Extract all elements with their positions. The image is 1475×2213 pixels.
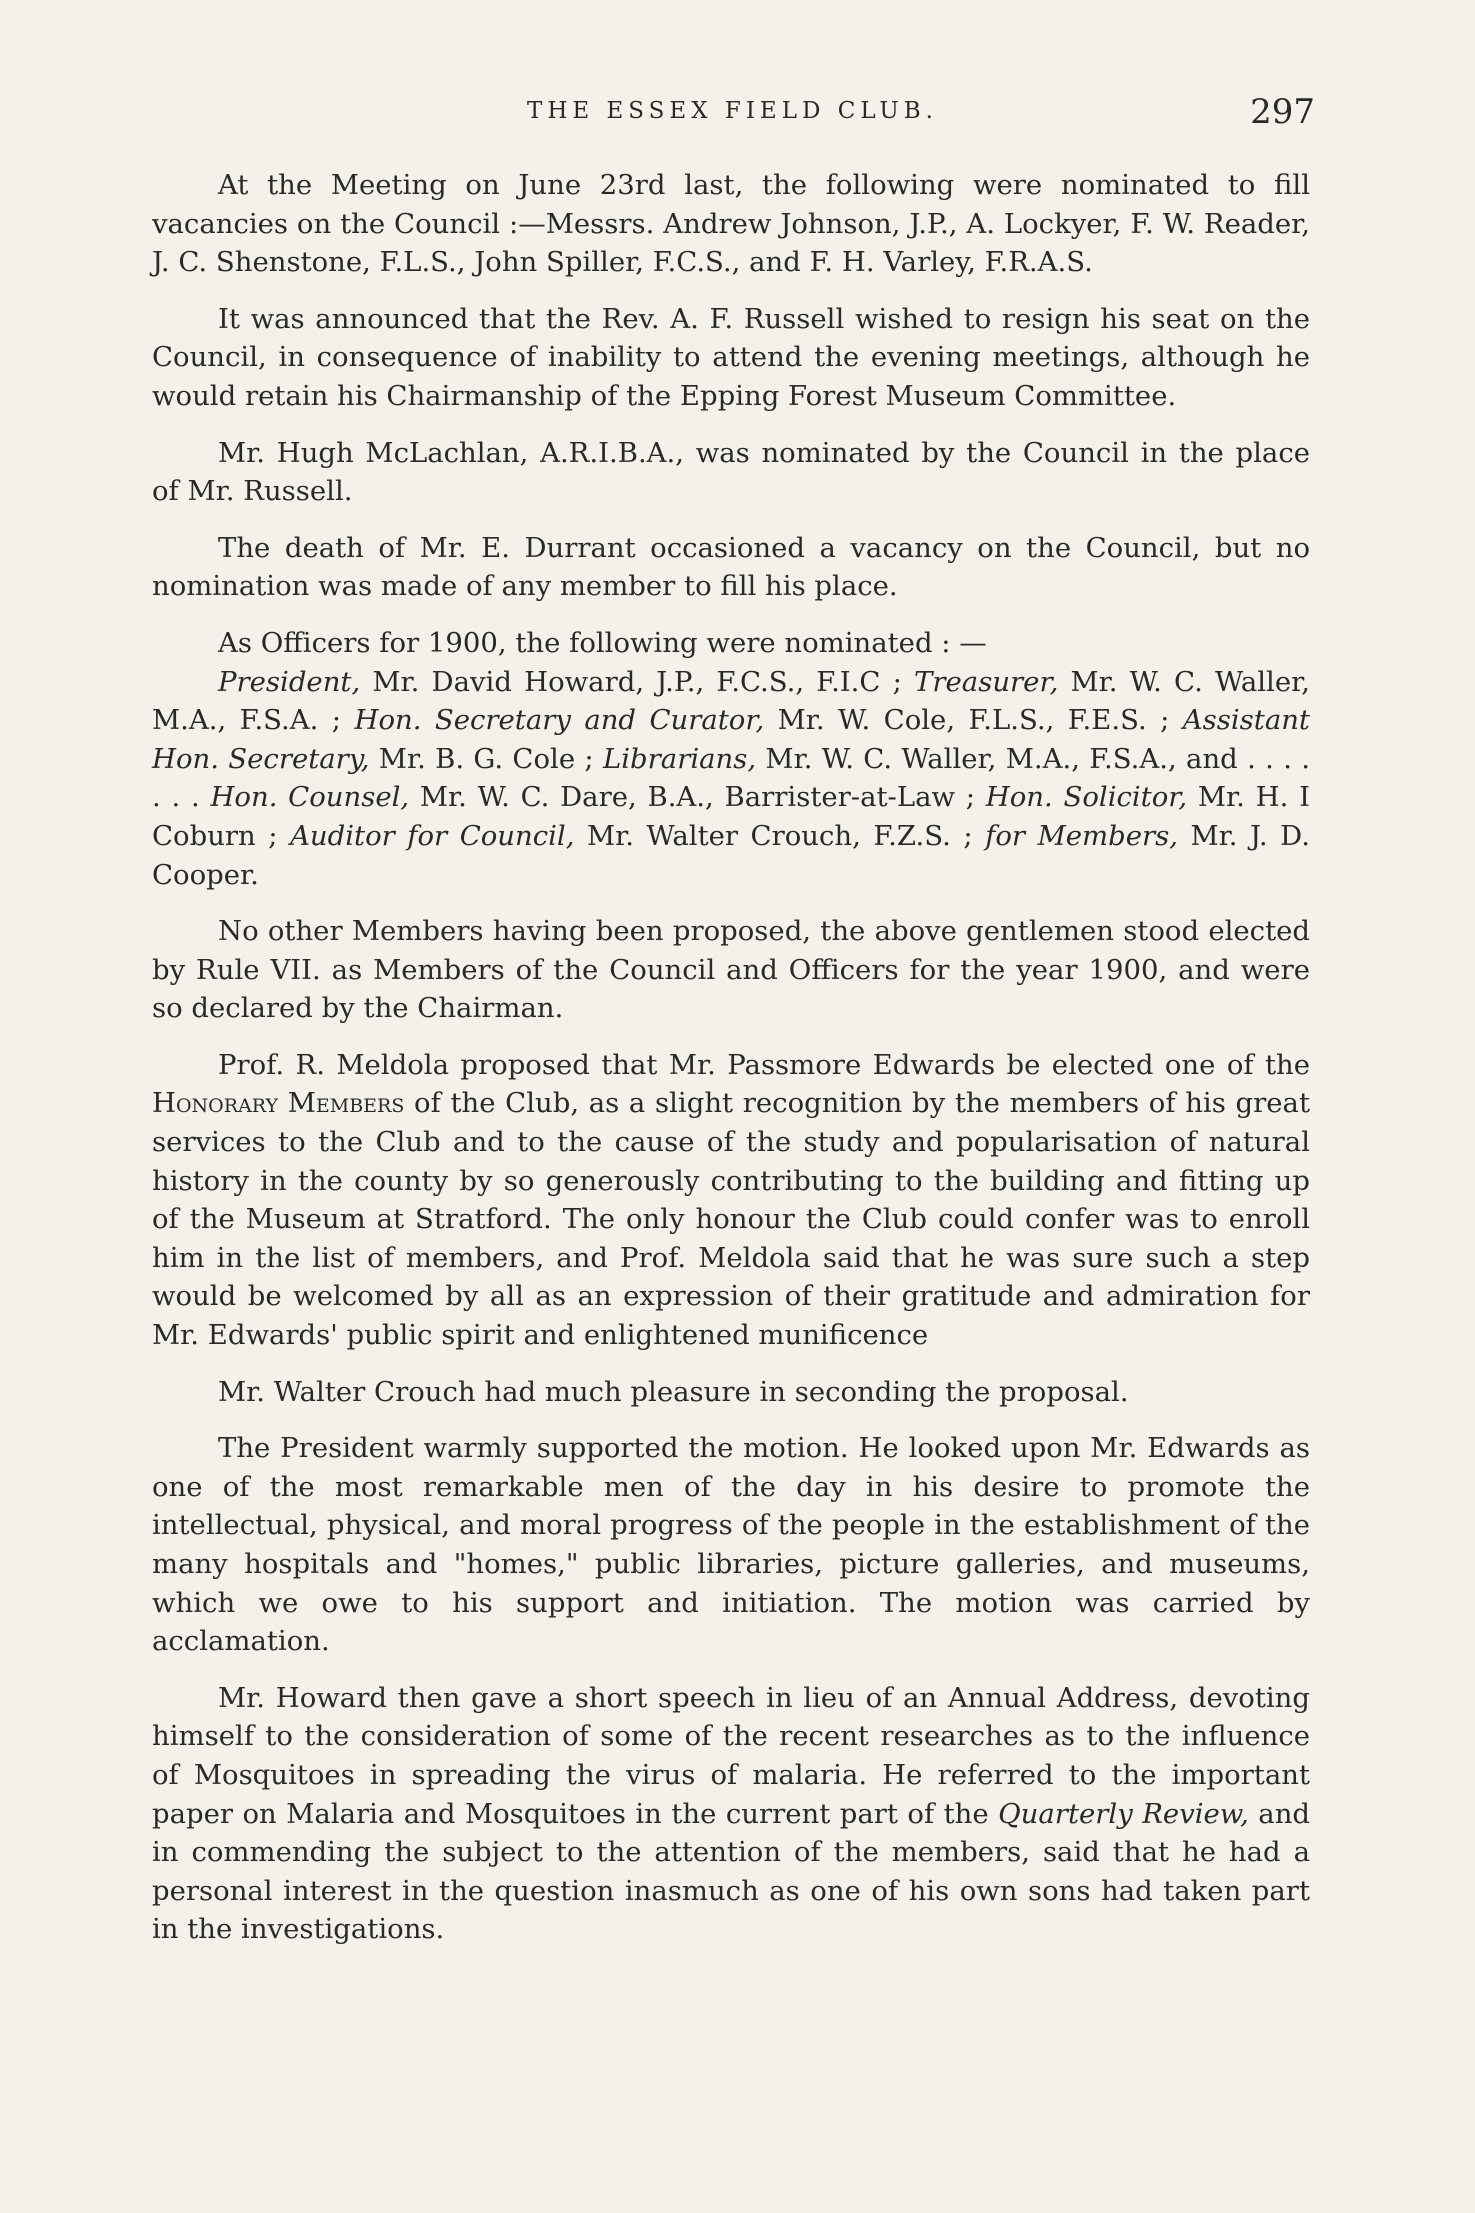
meldola-text-end: of the Club, as a slight recognition by the members of his great services to the Club and to the cause of the study and popularisation of natural history in the county by so generously contributing to the building and fitting up of the Museum at Stratford. The only honour the Club could confer was to enroll him in the list of members, and Prof. Meldola said that he was sure such a step would be welcomed by all as an expression of their gratitude and admiration for Mr. Edwards' public spirit and enlightened munificence	[152, 1087, 1310, 1352]
paragraph-council-nominations: At the Meeting on June 23rd last, the following were nominated to fill vacancies on the Council :—Messrs. Andrew Johnson, J.P., A. Lockyer, F. W. Reader, J. C. Shenstone, F.L.S., John Spiller, F.C.S., and F. H. Varley, F.R.A.S.	[152, 169, 1310, 279]
paragraph-president-support: The President warmly supported the motion. He looked upon Mr. Edwards as one of the most remarkable men of the day in his desire to promote the intellectual, physical, and moral progress of the people in the establishment of the many hospitals and "homes," public libraries, picture galleries, and museums, which we owe to his support and initiation. The motion was carried by acclamation.	[152, 1432, 1310, 1658]
paragraph-russell-resignation: It was announced that the Rev. A. F. Russell wished to resign his seat on the Council, in consequence of inability to attend the evening meetings, although he would retain his Chairmanship of the Epping Forest Museum Committee.	[152, 302, 1310, 412]
howard-text-end: and in commending the subject to the attention of the members, said that he had a personal interest in the question inasmuch as one of his own sons had taken part in the investigations.	[152, 1797, 1311, 1946]
page-header	[150, 92, 1315, 142]
officer-president: Mr. David Howard, J.P., F.C.S., F.I.C ;	[360, 665, 915, 698]
officer-assistant-secretary: Mr. B. G. Cole ;	[369, 742, 603, 775]
quarterly-review-title: Quarterly Review,	[998, 1797, 1249, 1830]
honorary-members-term: Honorary Members	[152, 1087, 405, 1120]
paragraph-crouch-seconding: Mr. Walter Crouch had much pleasure in seconding the proposal.	[218, 1375, 1129, 1408]
officer-counsel: Mr. W. C. Dare, B.A., Barrister-at-Law ;	[409, 781, 986, 814]
paragraph-durrant-vacancy: The death of Mr. E. Durrant occasioned a vacancy on the Council, but no nomination was made of any member to fill his place.	[152, 531, 1310, 603]
paragraph-officers-list	[152, 663, 1310, 895]
role-librarians: Librarians,	[603, 742, 757, 775]
page-number: 297	[1250, 92, 1315, 132]
officer-auditor-members: Mr. J. D. Cooper.	[152, 819, 1310, 891]
paragraph-mclachlan-nomination: Mr. Hugh McLachlan, A.R.I.B.A., was nominated by the Council in the place of Mr. Russell.	[152, 436, 1310, 508]
officer-treasurer: Mr. W. C. Waller, M.A., F.S.A. ;	[152, 665, 1310, 737]
howard-text-start: Mr. Howard then gave a short speech in lieu of an Annual Address, devoting himself to the consideration of some of the recent researches as to the influence of Mosquitoes in spreading the virus of malaria. He referred to the important paper on Malaria and Mosquitoes in the current part of the	[152, 1681, 1310, 1830]
role-solicitor: Hon. Solicitor,	[985, 781, 1188, 814]
meldola-text-start: Prof. R. Meldola proposed that Mr. Passmore Edwards be elected one of the	[218, 1048, 1310, 1081]
officer-auditor-council: Mr. Walter Crouch, F.Z.S. ;	[574, 819, 986, 852]
role-treasurer: Treasurer,	[914, 665, 1059, 698]
role-president: President,	[218, 665, 361, 698]
role-auditor-members: for Members,	[985, 819, 1178, 852]
officer-secretary: Mr. W. Cole, F.L.S., F.E.S. ;	[764, 704, 1183, 737]
role-assistant-secretary: Assistant Hon. Secretary,	[152, 704, 1310, 775]
role-secretary: Hon. Secretary and Curator,	[354, 704, 765, 737]
paragraph-election-declared: No other Members having been proposed, the above gentlemen stood elected by Rule VII. as Members of the Council and Officers for the year 1900, and were so declared by the Chairman.	[152, 915, 1310, 1025]
body-text	[152, 166, 1310, 1967]
role-counsel: Hon. Counsel,	[210, 781, 410, 814]
paragraph-howard-speech	[152, 1679, 1310, 1949]
running-title: THE ESSEX FIELD CLUB.	[527, 98, 938, 124]
officer-librarians: Mr. W. C. Waller, M.A., F.S.A., and . . . . . . .	[152, 742, 1310, 814]
role-auditor-council: Auditor for Council,	[290, 819, 575, 852]
paragraph-officers-intro: As Officers for 1900, the following were nominated : —	[218, 626, 987, 659]
officer-solicitor: Mr. H. I Coburn ;	[152, 781, 1310, 852]
paragraph-meldola-proposal	[152, 1046, 1310, 1355]
